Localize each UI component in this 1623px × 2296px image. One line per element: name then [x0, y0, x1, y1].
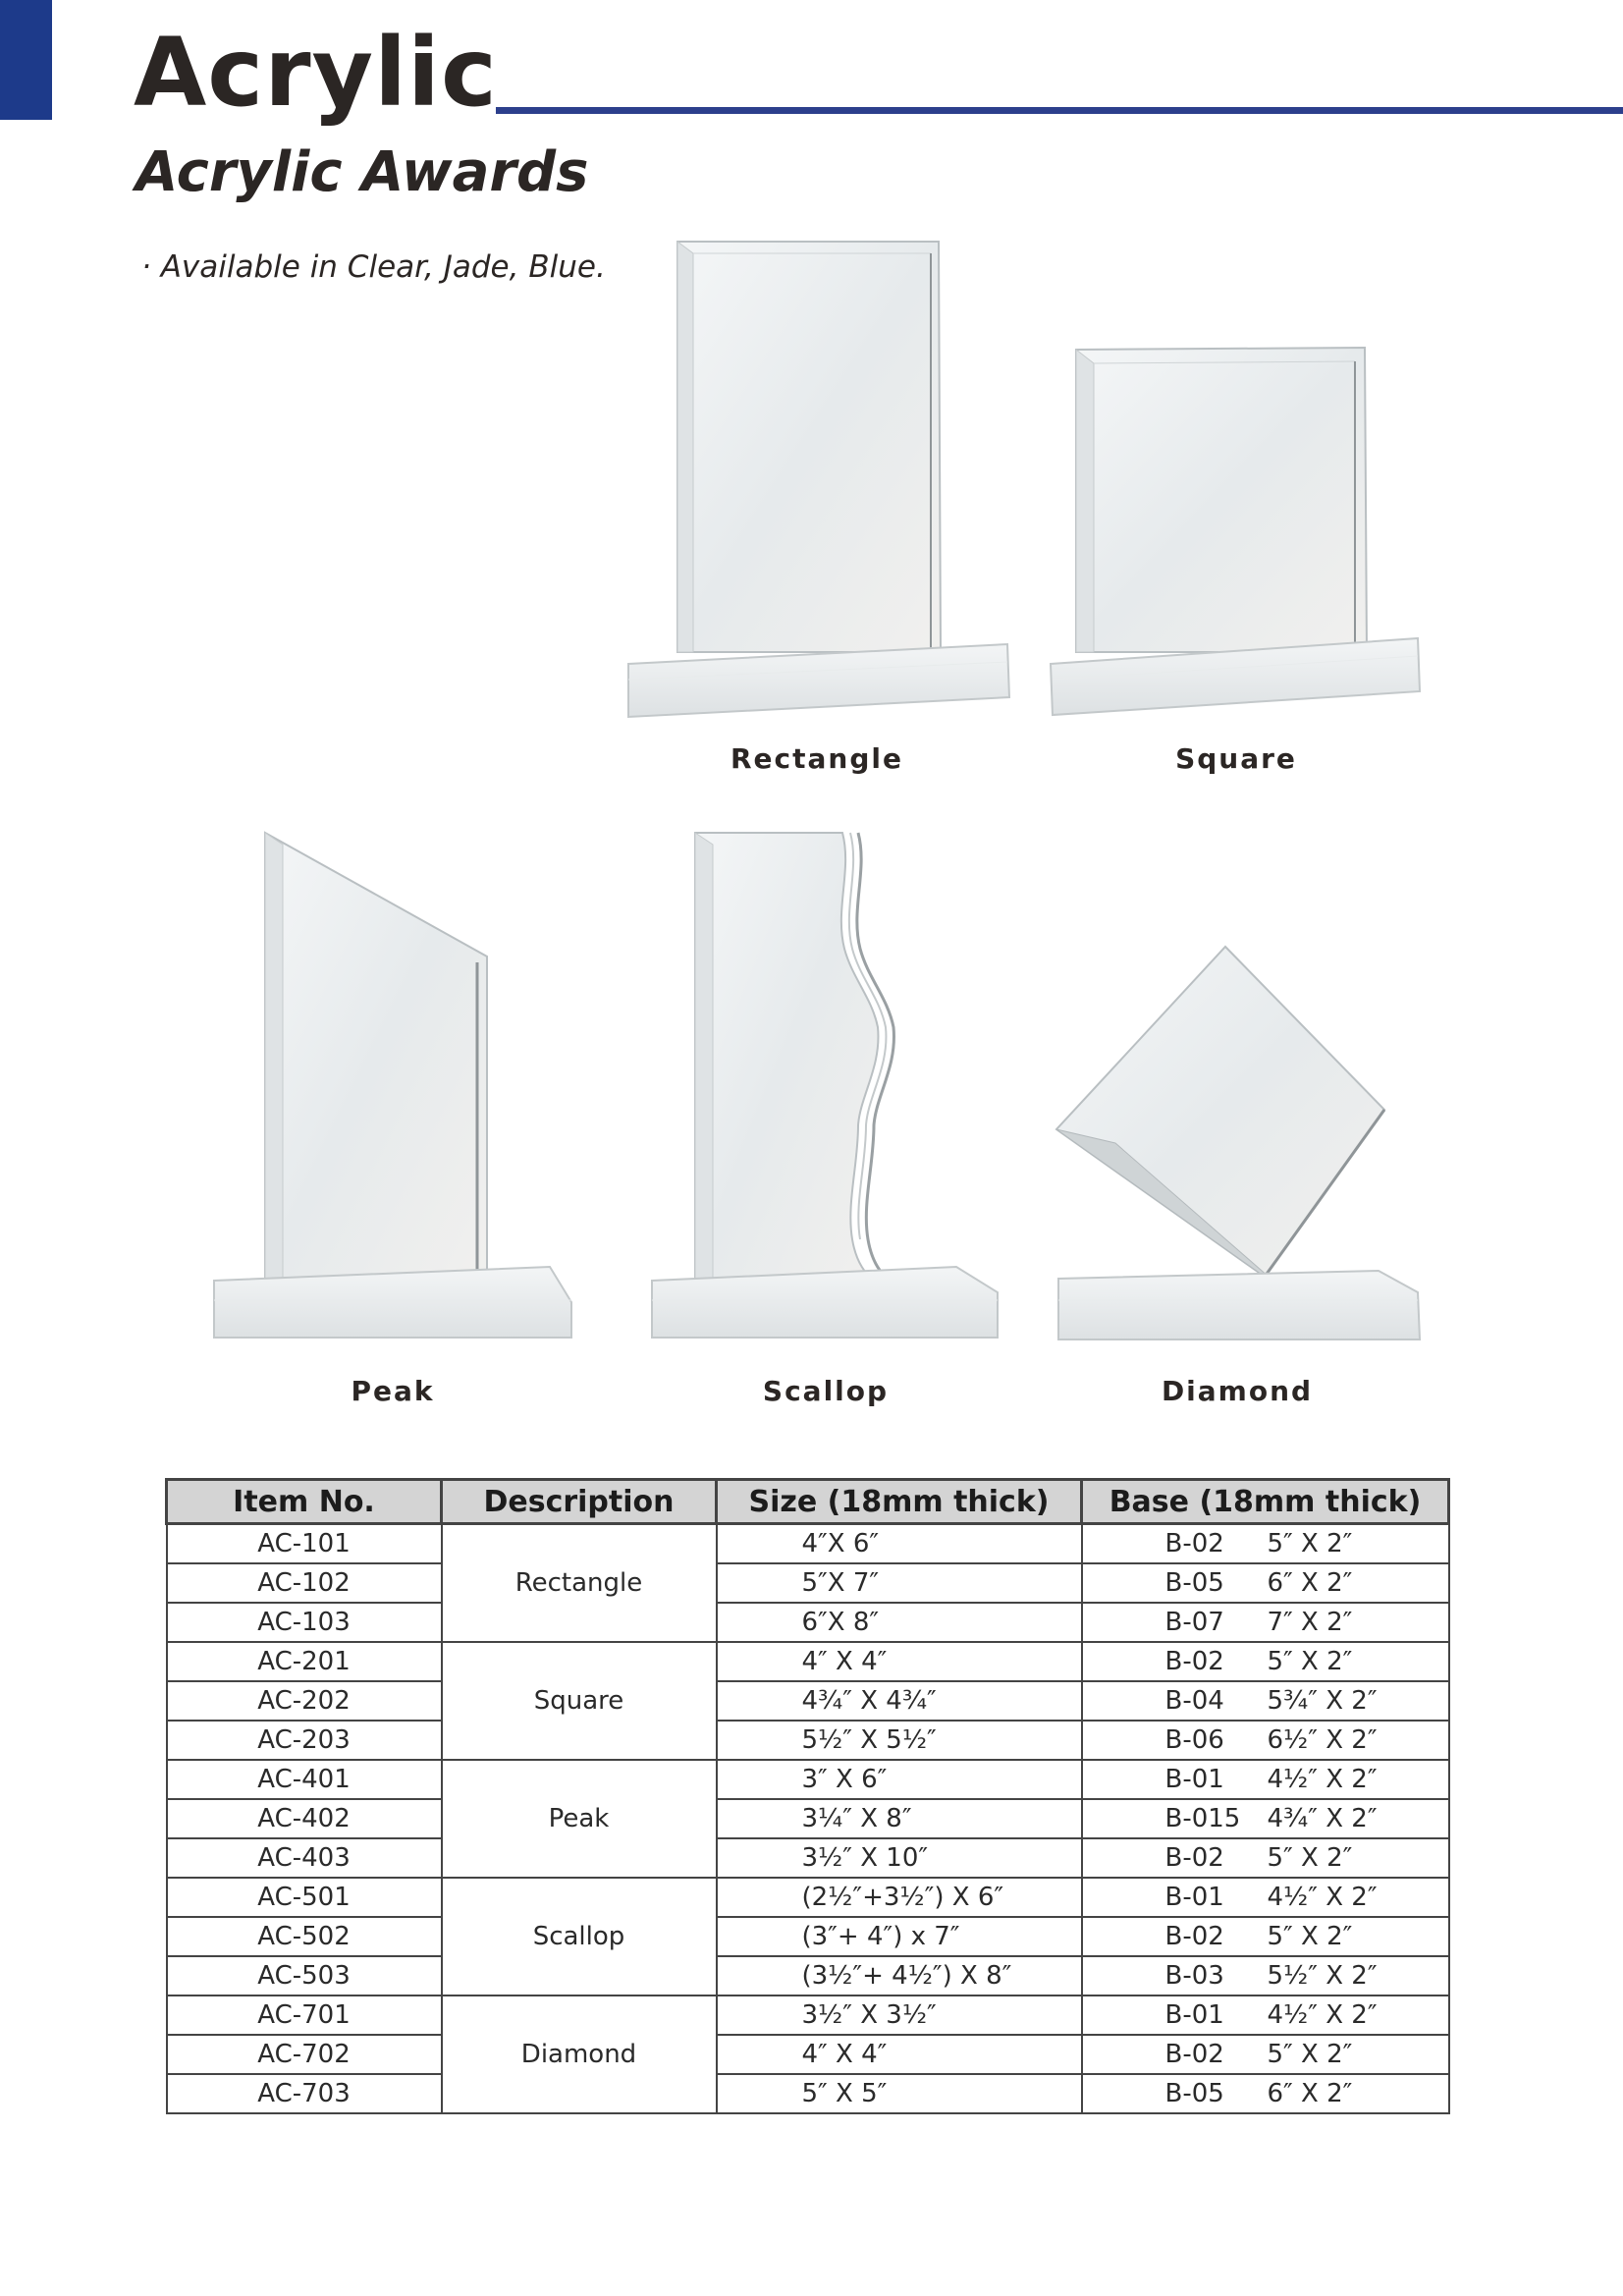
item-no: AC-403 [167, 1838, 442, 1878]
base-size: 5¾″ X 2″ [1267, 1686, 1378, 1716]
base-code: B-03 [1164, 1961, 1224, 1991]
availability-note: · Available in Clear, Jade, Blue. [141, 249, 606, 285]
product-peak [212, 831, 573, 1420]
table-row [167, 2074, 1449, 2113]
base [1082, 1642, 1449, 1681]
corner-tab [0, 0, 52, 120]
size: 6″X 8″ [717, 1603, 1082, 1642]
item-no: AC-401 [167, 1760, 442, 1799]
base-size: 6½″ X 2″ [1267, 1725, 1378, 1755]
header-size: Size (18mm thick) [717, 1480, 1082, 1524]
base-size: 4½″ X 2″ [1267, 1765, 1378, 1794]
base [1082, 1524, 1449, 1564]
table-row [167, 1681, 1449, 1721]
size: (3″+ 4″) x 7″ [717, 1917, 1082, 1956]
peak-award-image [212, 831, 573, 1361]
base-size: 5″ X 2″ [1267, 2040, 1353, 2069]
base-size: 4½″ X 2″ [1267, 1883, 1378, 1912]
specification-table [165, 1478, 1450, 2114]
peak-label: Peak [351, 1375, 435, 1407]
product-scallop [650, 831, 1001, 1420]
table-row [167, 1917, 1449, 1956]
base [1082, 1563, 1449, 1603]
table-row [167, 1603, 1449, 1642]
base-code: B-01 [1164, 2000, 1224, 2030]
base-size: 5″ X 2″ [1267, 1647, 1353, 1676]
base [1082, 1878, 1449, 1917]
base-code: B-02 [1164, 2040, 1224, 2069]
scallop-label: Scallop [762, 1375, 890, 1407]
item-no: AC-703 [167, 2074, 442, 2113]
diamond-award-image [1055, 943, 1420, 1361]
item-no: AC-203 [167, 1721, 442, 1760]
base [1082, 1760, 1449, 1799]
table-header-row [167, 1480, 1449, 1524]
base-code: B-02 [1164, 1843, 1224, 1873]
product-square [1049, 346, 1424, 780]
rectangle-award-image [624, 240, 1009, 721]
base [1082, 1956, 1449, 1995]
square-label: Square [1175, 742, 1297, 775]
description: Diamond [442, 1995, 717, 2113]
base-size: 4½″ X 2″ [1267, 2000, 1378, 2030]
base-size: 5″ X 2″ [1267, 1922, 1353, 1951]
base [1082, 1917, 1449, 1956]
size: 5½″ X 5½″ [717, 1721, 1082, 1760]
table-row [167, 1838, 1449, 1878]
description: Square [442, 1642, 717, 1760]
table-row [167, 1956, 1449, 1995]
base [1082, 1681, 1449, 1721]
base-code: B-06 [1164, 1725, 1224, 1755]
product-diamond [1055, 943, 1420, 1420]
header-base: Base (18mm thick) [1082, 1480, 1449, 1524]
base-code: B-02 [1164, 1529, 1224, 1558]
base-code: B-02 [1164, 1647, 1224, 1676]
base-size: 5″ X 2″ [1267, 1529, 1353, 1558]
base-size: 6″ X 2″ [1267, 2079, 1353, 2108]
size: 4¾″ X 4¾″ [717, 1681, 1082, 1721]
base-size: 4¾″ X 2″ [1267, 1804, 1378, 1833]
base-size: 6″ X 2″ [1267, 1568, 1353, 1598]
table-row [167, 1642, 1449, 1681]
item-no: AC-202 [167, 1681, 442, 1721]
base [1082, 1799, 1449, 1838]
table-row [167, 1995, 1449, 2035]
header-rule [496, 107, 1623, 114]
base [1082, 1721, 1449, 1760]
item-no: AC-502 [167, 1917, 442, 1956]
table-row [167, 2035, 1449, 2074]
size: 3¼″ X 8″ [717, 1799, 1082, 1838]
square-award-image [1049, 346, 1424, 719]
size: 3½″ X 3½″ [717, 1995, 1082, 2035]
base [1082, 1995, 1449, 2035]
table-row [167, 1721, 1449, 1760]
base-code: B-02 [1164, 1922, 1224, 1951]
base-code: B-01 [1164, 1883, 1224, 1912]
item-no: AC-103 [167, 1603, 442, 1642]
item-no: AC-701 [167, 1995, 442, 2035]
size: 5″ X 5″ [717, 2074, 1082, 2113]
base-code: B-04 [1164, 1686, 1224, 1716]
base-code: B-07 [1164, 1608, 1224, 1637]
rectangle-label: Rectangle [730, 742, 903, 775]
table-row [167, 1524, 1449, 1564]
size: 4″ X 4″ [717, 1642, 1082, 1681]
base [1082, 1603, 1449, 1642]
base-code: B-015 [1164, 1804, 1241, 1833]
table-row [167, 1878, 1449, 1917]
base [1082, 2035, 1449, 2074]
page-subtitle: Acrylic Awards [135, 140, 589, 204]
base-size: 7″ X 2″ [1267, 1608, 1353, 1637]
table-row [167, 1760, 1449, 1799]
base-code: B-05 [1164, 2079, 1224, 2108]
product-rectangle [624, 240, 1009, 780]
size: 3½″ X 10″ [717, 1838, 1082, 1878]
base-code: B-05 [1164, 1568, 1224, 1598]
size: 3″ X 6″ [717, 1760, 1082, 1799]
table-row [167, 1563, 1449, 1603]
base [1082, 1838, 1449, 1878]
header-item-no: Item No. [167, 1480, 442, 1524]
size: 4″ X 4″ [717, 2035, 1082, 2074]
base [1082, 2074, 1449, 2113]
base-size: 5½″ X 2″ [1267, 1961, 1378, 1991]
scallop-award-image [650, 831, 1001, 1361]
item-no: AC-102 [167, 1563, 442, 1603]
diamond-label: Diamond [1161, 1375, 1314, 1407]
item-no: AC-201 [167, 1642, 442, 1681]
base-size: 5″ X 2″ [1267, 1843, 1353, 1873]
size: 4″X 6″ [717, 1524, 1082, 1564]
size: (3½″+ 4½″) X 8″ [717, 1956, 1082, 1995]
page-title: Acrylic [134, 18, 498, 128]
size: (2½″+3½″) X 6″ [717, 1878, 1082, 1917]
item-no: AC-503 [167, 1956, 442, 1995]
size: 5″X 7″ [717, 1563, 1082, 1603]
item-no: AC-402 [167, 1799, 442, 1838]
table-row [167, 1799, 1449, 1838]
description: Rectangle [442, 1524, 717, 1643]
item-no: AC-501 [167, 1878, 442, 1917]
header-description: Description [442, 1480, 717, 1524]
description: Scallop [442, 1878, 717, 1995]
description: Peak [442, 1760, 717, 1878]
item-no: AC-101 [167, 1524, 442, 1564]
base-code: B-01 [1164, 1765, 1224, 1794]
item-no: AC-702 [167, 2035, 442, 2074]
